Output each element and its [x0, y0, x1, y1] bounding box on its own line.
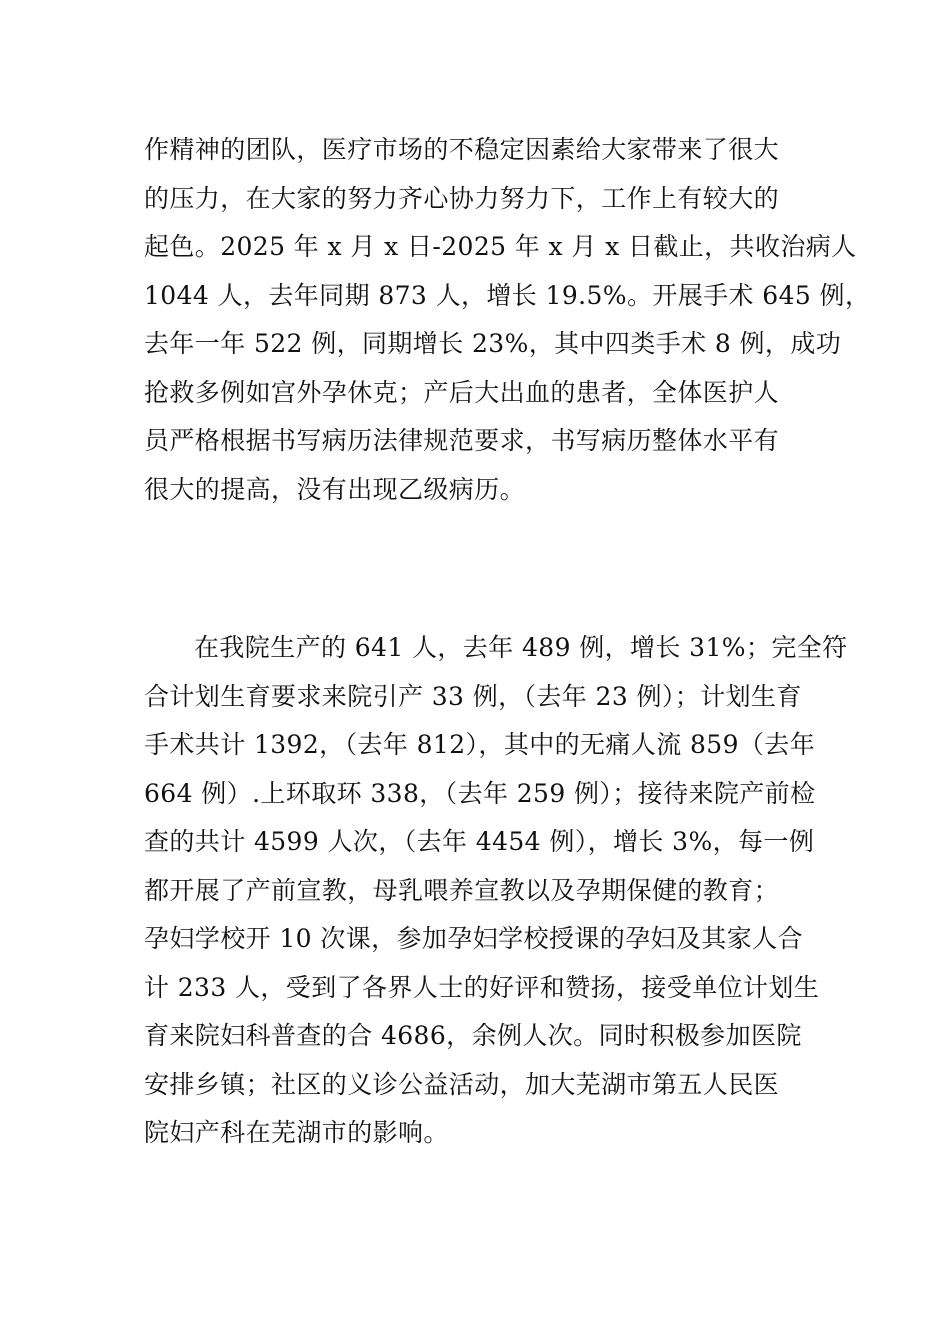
text-line: 作精神的团队，医疗市场的不稳定因素给大家带来了很大	[144, 135, 780, 164]
text-line: 起色。2025 年 x 月 x 日-2025 年 x 月 x 日截止，共收治病人	[144, 232, 857, 261]
paragraph-statistics	[144, 624, 848, 1158]
text-line: 的压力，在大家的努力齐心协力努力下，工作上有较大的	[144, 183, 780, 213]
text-line: 查的共计 4599 人次，（去年 4454 例），增长 3%，每一例	[144, 827, 815, 856]
text-line: 孕妇学校开 10 次课，参加孕妇学校授课的孕妇及其家人合	[144, 924, 803, 953]
paragraph-team-summary	[144, 126, 871, 514]
text-line: 很大的提高，没有出现乙级病历。	[144, 474, 526, 504]
text-line: 安排乡镇；社区的义诊公益活动，加大芜湖市第五人民医	[144, 1069, 780, 1099]
text-line: 手术共计 1392，（去年 812），其中的无痛人流 859（去年	[144, 730, 816, 759]
text-line: 都开展了产前宣教，母乳喂养宣教以及孕期保健的教育；	[144, 875, 780, 905]
text-line: 员严格根据书写病历法律规范要求，书写病历整体水平有	[144, 426, 780, 455]
text-line: 664 例）.上环取环 338，（去年 259 例）；接待来院产前检	[144, 778, 816, 808]
text-line: 计 233 人，受到了各界人士的好评和赞扬，接受单位计划生	[144, 972, 820, 1002]
text-line: 院妇产科在芜湖市的影响。	[144, 1118, 449, 1147]
text-line: 在我院生产的 641 人，去年 489 例，增长 31%；完全符	[194, 633, 848, 662]
text-line: 去年一年 522 例，同期增长 23%，其中四类手术 8 例，成功	[144, 329, 842, 358]
text-line: 合计划生育要求来院引产 33 例，（去年 23 例）；计划生育	[144, 681, 802, 711]
text-line: 育来院妇科普查的合 4686，余例人次。同时积极参加医院	[144, 1021, 802, 1050]
text-line: 1044 人，去年同期 873 人，增长 19.5%。开展手术 645 例，	[144, 280, 871, 310]
text-line: 抢救多例如宫外孕休克；产后大出血的患者，全体医护人	[144, 377, 780, 407]
